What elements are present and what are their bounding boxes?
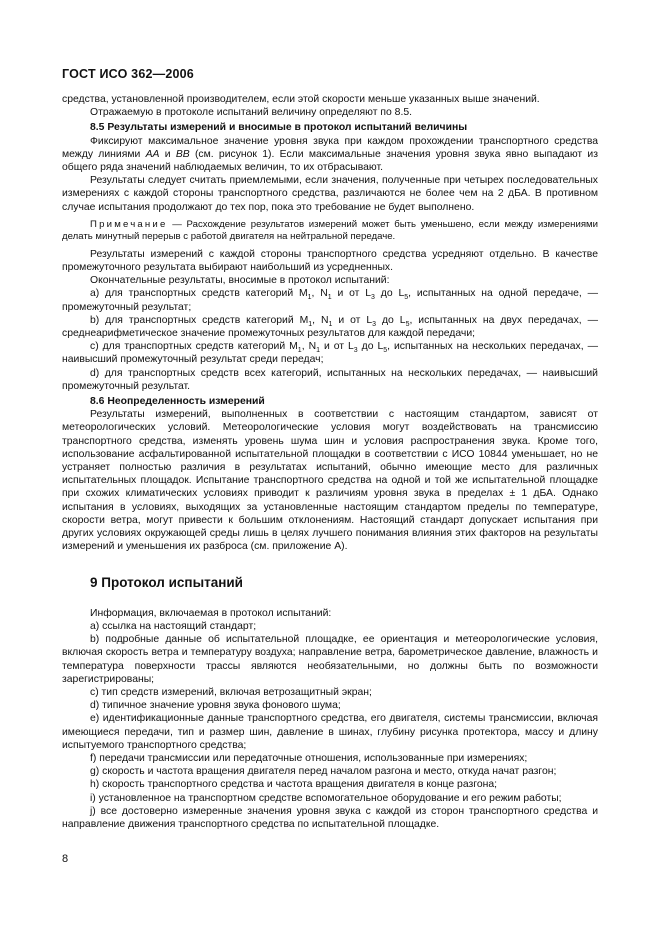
continuation-paragraph: средства, установленной производителем, если этой скорости меньше указанных выше значений. — [62, 94, 540, 105]
cat-n: N — [320, 288, 328, 300]
item-a-post: , испытанных на одной передаче, — промежуточный результат; — [62, 288, 599, 313]
page-number: 8 — [62, 853, 69, 865]
page-body — [62, 93, 598, 831]
sub-l5: 5 — [405, 320, 410, 328]
report-item: f) передачи трансмиссии или передаточные отношения, использованные при измерениях; — [90, 752, 528, 764]
cat-l3: L — [365, 288, 372, 300]
item-b-post: , испытанных на двух передачах, — среднеарифметическое значение промежуточных результатов для каждой передачи; — [62, 314, 598, 340]
report-item: е) идентификационные данные транспортного средства, его двигателя, системы трансмиссии, включая имеющиеся передачи, тип и размер шин, давление в шинах, глубину рисунка протектора, массу и длину испытуемого транспортного средства; — [62, 713, 598, 751]
note-label: Примечание — [90, 218, 168, 230]
to: до — [374, 288, 399, 300]
s85-p1-text-a: Фиксируют максимальное значение уровня звука при каждом прохождении транспортного средства между линиями — [62, 135, 598, 160]
item-c-post: , испытанных на нескольких передачах, — наивысший промежуточный результат среди передач; — [62, 341, 598, 366]
section-9-title: 9 Протокол испытаний — [90, 574, 243, 590]
report-item: с) тип средств измерений, включая ветрозащитный экран; — [90, 686, 372, 698]
item-a-pre: а) для транспортных средств категорий М — [90, 288, 308, 300]
sub-l3: 3 — [372, 320, 377, 328]
line-aa: АА — [145, 148, 160, 160]
result-item-c — [62, 340, 598, 366]
section-8-5-paragraph-3: Результаты измерений с каждой стороны транспортного средства усредняют отдельно. В качестве промежуточного результата выбирают наибольший из усредненных. — [62, 248, 598, 274]
sub-l5: 5 — [404, 294, 409, 302]
note-text: — Расхождение результатов измерений может быть уменьшено, если между измерениями делать минутный перерыв с работой двигателя на нейтральной передаче. — [62, 218, 598, 243]
sub-m1: 1 — [297, 347, 302, 355]
cat-n: N — [321, 314, 329, 326]
sub-l3: 3 — [371, 294, 375, 302]
report-item: i) установленное на транспортном средстве вспомогательное оборудование и его режим работы; — [90, 792, 562, 804]
cat-n: N — [308, 341, 317, 353]
item-c-pre: с) для транспортных средств категорий М — [90, 341, 298, 353]
to: до — [357, 341, 378, 353]
report-item: h) скорость транспортного средства и частота вращения двигателя в конце разгона; — [90, 779, 498, 791]
section-9-intro: Информация, включаемая в протокол испытаний: — [90, 607, 332, 619]
to: до — [376, 314, 400, 326]
result-item-a — [62, 287, 598, 313]
report-item: b) подробные данные об испытательной площадке, ее ориентация и метеорологические условия, включая скорость ветра и температуру воздуха; направление ветра, барометрическое давление, влажность и температура поверхности трассы являются необязательными, но должны быть по возможности зарегистрированы; — [62, 634, 598, 685]
sub-n1: 1 — [316, 347, 320, 355]
comma: , — [301, 341, 309, 353]
cat-l5: L — [377, 341, 384, 353]
section-8-5-paragraph-4: Окончательные результаты, вносимые в протокол испытаний: — [90, 275, 390, 287]
sub-n1: 1 — [327, 294, 332, 302]
note — [62, 219, 598, 244]
report-item: d) типичное значение уровня звука фонового шума; — [90, 700, 341, 712]
result-item-b — [62, 314, 598, 340]
result-item-d: d) для транспортных средств всех категорий, испытанных на нескольких передачах, — наивысший промежуточный результат. — [62, 367, 598, 392]
section-8-5-paragraph-1 — [62, 135, 598, 175]
line-bb: ВВ — [175, 148, 190, 160]
sub-m1: 1 — [307, 294, 312, 302]
and-from: и от — [331, 288, 366, 300]
document-code: ГОСТ ИСО 362—2006 — [62, 67, 194, 81]
cat-l3: L — [366, 314, 373, 326]
sub-n1: 1 — [328, 320, 333, 328]
section-8-5-title: 8.5 Результаты измерений и вносимые в протокол испытаний величины — [90, 122, 468, 134]
s85-p1-and: и — [159, 148, 176, 160]
report-item: а) ссылка на настоящий стандарт; — [90, 620, 257, 632]
comma: , — [312, 314, 321, 326]
sub-l3: 3 — [353, 347, 358, 355]
and-from: и от — [319, 341, 348, 353]
cat-l5: L — [399, 314, 406, 326]
s85-p1-text-b: (см. рисунок 1). Если максимальные значения уровня звука явно выпадают из общего ряда значений наблюдаемых величин, то их отбрасывают. — [62, 148, 598, 174]
sub-m1: 1 — [308, 320, 313, 328]
report-value-paragraph: Отражаемую в протоколе испытаний величину определяют по 8.5. — [90, 107, 413, 119]
section-8-6-title: 8.6 Неопределенность измерений — [90, 396, 265, 408]
report-item: g) скорость и частота вращения двигателя перед началом разгона и место, откуда начат разгон; — [90, 766, 557, 778]
comma: , — [311, 288, 321, 300]
section-8-6-paragraph: Результаты измерений, выполненных в соответствии с настоящим стандартом, зависят от метеорологических условий. Метеорологические условия могут воздействовать на трансмиссию транспортного средства, изменять уровень шума шин и условия распространения звука. Кроме того, использование асфальтированной испытательной площадки в соответствии с ИСО 10844 уменьшает, но не устраняет полностью различия в результатах испытаний, обычно имеющие место для различных испытательных площадок. Испытание транспортного средства на одной и той же испытательной площадке при схожих климатических условиях приводит к различиям уровня звука в пределах ± 1 дБА. Однако испытания в условиях, выходящих за установленные настоящим стандартом пределы по температуре, скорости ветра, могут привести к большим отклонениям. Настоящий стандарт допускает испытания при других условиях окружающей среды лишь в целях лучшего понимания влияния этих факторов на результаты измерений и уменьшения их разброса (см. приложение А). — [62, 409, 598, 553]
and-from: и от — [332, 314, 367, 326]
report-item: j) все достоверно измеренные значения уровня звука с каждой из сторон транспортного средства и направление движения транспортного средства по испытательной площадке. — [62, 805, 598, 830]
sub-l5: 5 — [383, 347, 388, 355]
item-b-pre: b) для транспортных средств категорий М — [90, 314, 309, 326]
section-8-5-paragraph-2: Результаты следует считать приемлемыми, если значения, полученные при четырех последовательных измерениях с каждой стороны транспортного средства, различаются не более чем на 2 дБА. В противном случае испытания продолжают до тех пор, пока это требование не будет выполнено. — [62, 175, 598, 213]
cat-l3: L — [348, 341, 354, 353]
cat-l5: L — [398, 288, 405, 300]
